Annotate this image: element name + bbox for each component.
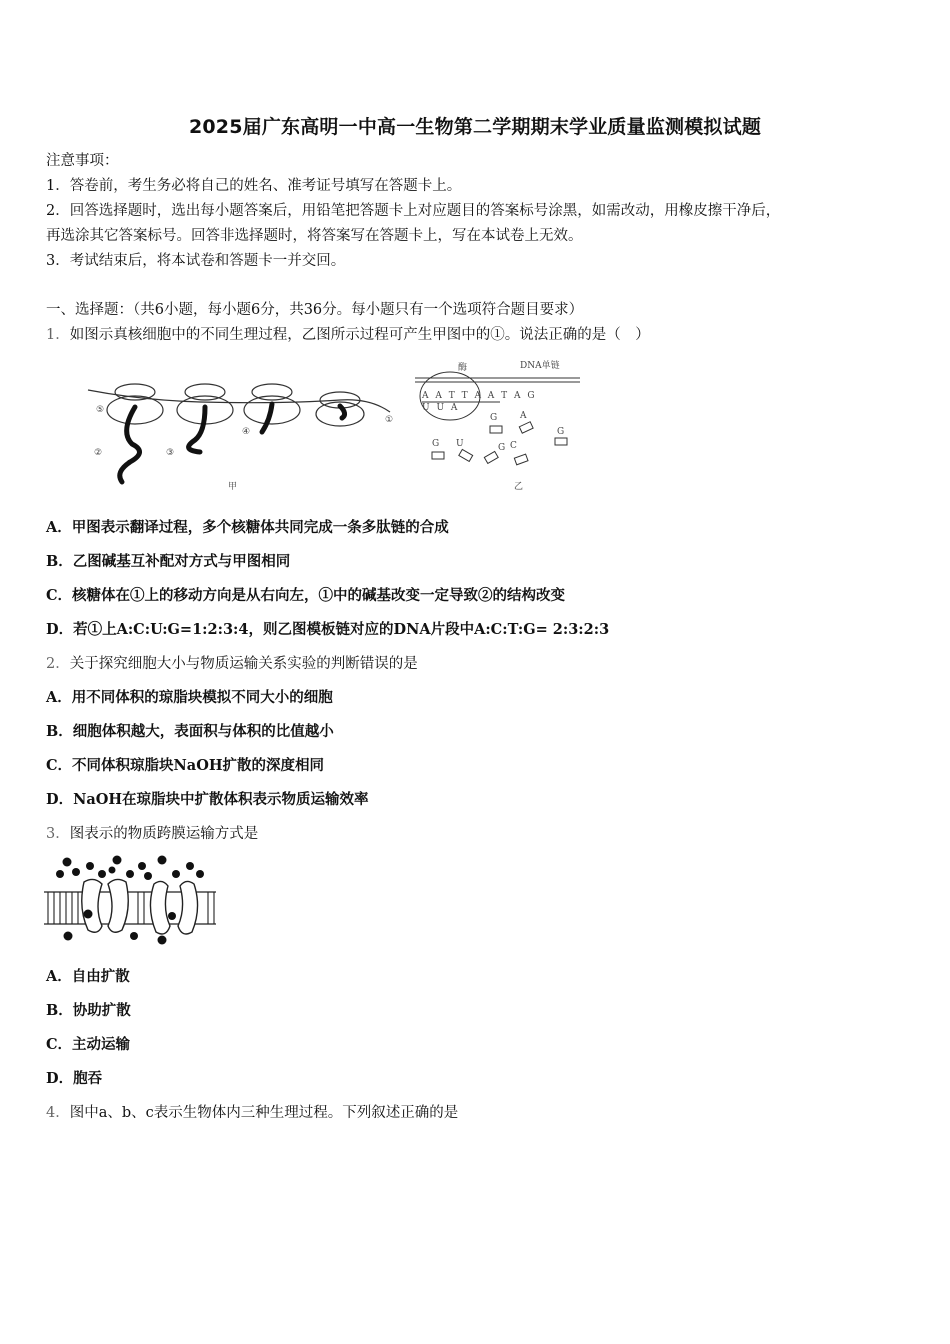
label-nucleotide: U — [456, 439, 464, 449]
membrane-transport-figure — [42, 852, 218, 952]
notice-item: 1．答卷前，考生务必将自己的姓名、准考证号填写在答题卡上。 — [46, 178, 462, 194]
option-text: 自由扩散 — [71, 968, 130, 985]
label-5: ⑤ — [96, 405, 105, 415]
question-number: 3． — [46, 826, 70, 842]
polypeptide-chain — [262, 404, 272, 432]
question-3 — [46, 824, 258, 844]
option-label: A． — [46, 968, 72, 985]
channel-protein — [150, 881, 170, 934]
option-label: C． — [46, 1036, 73, 1053]
option-label: C． — [46, 757, 73, 774]
option-d — [46, 790, 369, 810]
translation-transcription-figure — [80, 352, 600, 500]
nucleotide — [490, 426, 502, 433]
question-1 — [46, 325, 650, 345]
solute-in-channel — [168, 912, 176, 920]
polypeptide-chain — [189, 407, 205, 452]
question-text: 图表示的物质跨膜运输方式是 — [69, 826, 259, 842]
label-dna-strand: DNA单链 — [520, 361, 560, 371]
nucleotide — [519, 422, 533, 433]
option-text: 用不同体积的琼脂块模拟不同大小的细胞 — [71, 689, 333, 706]
option-c — [46, 586, 565, 606]
label-1: ① — [385, 415, 394, 425]
notice-heading: 注意事项： — [46, 153, 119, 169]
option-label: B． — [46, 723, 73, 740]
option-text: 核糖体在①上的移动方向是从右向左，①中的碱基改变一定导致②的结构改变 — [72, 587, 566, 604]
label-nucleotide: G — [557, 427, 565, 437]
label-jia: 甲 — [228, 482, 238, 492]
option-label: A． — [46, 519, 72, 536]
page-title: 2025届广东高明一中高一生物第二学期期末学业质量监测模拟试题 — [188, 116, 762, 138]
label-enzyme: 酶 — [458, 363, 468, 373]
question-4 — [46, 1103, 458, 1123]
nucleotide — [459, 449, 473, 461]
notice-item: 再选涂其它答案标号。回答非选择题时，将答案写在答题卡上，写在本试卷上无效。 — [46, 228, 583, 244]
question-number: 4． — [46, 1105, 70, 1121]
section-heading: 一、选择题：（共6小题，每小题6分，共36分。每小题只有一个选项符合题目要求） — [46, 302, 584, 318]
question-number: 1． — [46, 327, 70, 343]
option-text: 若①上A:C:U:G=1:2:3:4，则乙图模板链对应的DNA片段中A:C:T:G= 2:3:2:3 — [73, 621, 610, 638]
label-4: ④ — [242, 427, 251, 437]
polypeptide-chain — [340, 406, 345, 418]
nucleotide — [432, 452, 444, 459]
label-nucleotide: G — [498, 443, 506, 453]
option-d — [46, 620, 609, 640]
label-nucleotide: G — [432, 439, 440, 449]
nucleotide — [514, 454, 528, 465]
option-a — [46, 967, 130, 987]
nucleotide — [555, 438, 567, 445]
label-nucleotide: A — [520, 411, 527, 421]
option-text: 协助扩散 — [72, 1002, 131, 1019]
channel-protein — [178, 881, 198, 934]
notice-item: 3．考试结束后，将本试卷和答题卡一并交回。 — [46, 253, 346, 269]
question-text: 关于探究细胞大小与物质运输关系实验的判断错误的是 — [69, 656, 418, 672]
option-text: 胞吞 — [73, 1070, 103, 1087]
option-b — [46, 722, 334, 742]
label-yi: 乙 — [514, 482, 524, 492]
label-nucleotide: G — [490, 413, 498, 423]
option-label: D． — [46, 791, 74, 808]
option-label: B． — [46, 1002, 73, 1019]
option-b — [46, 552, 290, 572]
polypeptide-chain — [120, 407, 140, 482]
option-text: 乙图碱基互补配对方式与甲图相同 — [72, 553, 291, 570]
nucleotide — [484, 451, 498, 463]
option-text: NaOH在琼脂块中扩散体积表示物质运输效率 — [73, 791, 369, 808]
option-text: 细胞体积越大，表面积与体积的比值越小 — [72, 723, 334, 740]
option-label: D． — [46, 1070, 74, 1087]
notice-item: 2．回答选择题时，选出每小题答案后，用铅笔把答题卡上对应题目的答案标号涂黑，如需改动，用橡皮擦干净后， — [46, 203, 781, 219]
option-label: C． — [46, 587, 73, 604]
question-number: 2． — [46, 656, 70, 672]
question-2 — [46, 654, 418, 674]
label-3: ③ — [166, 448, 175, 458]
option-d — [46, 1069, 102, 1089]
option-c — [46, 756, 324, 776]
option-label: B． — [46, 553, 73, 570]
rna-sequence: U U A — [422, 403, 460, 413]
question-text: 图中a、b、c表示生物体内三种生理过程。下列叙述正确的是 — [69, 1105, 459, 1121]
option-b — [46, 1001, 131, 1021]
option-a — [46, 688, 333, 708]
option-label: A． — [46, 689, 72, 706]
option-c — [46, 1035, 130, 1055]
label-nucleotide: C — [510, 441, 517, 451]
option-a — [46, 518, 449, 538]
label-2: ② — [94, 448, 103, 458]
solute-in-channel — [84, 910, 93, 919]
option-text: 主动运输 — [72, 1036, 131, 1053]
option-label: D． — [46, 621, 74, 638]
option-text: 甲图表示翻译过程，多个核糖体共同完成一条多肽链的合成 — [71, 519, 449, 536]
question-text: 如图示真核细胞中的不同生理过程，乙图所示过程可产生甲图中的①。说法正确的是（ ） — [69, 327, 650, 343]
template-sequence: A A T T A A T A G — [422, 391, 537, 401]
option-text: 不同体积琼脂块NaOH扩散的深度相同 — [72, 757, 325, 774]
